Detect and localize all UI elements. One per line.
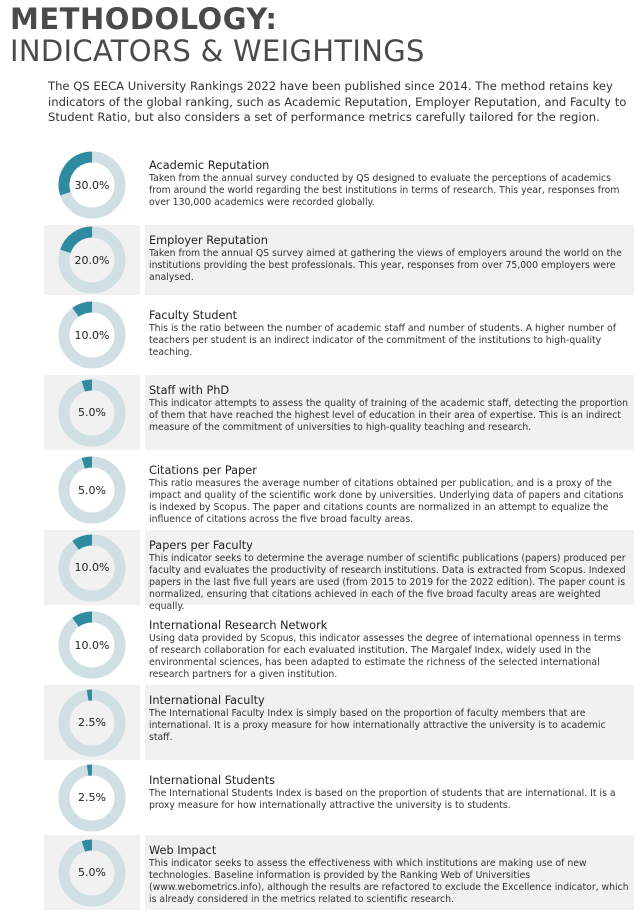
weight-label: 10.0%	[74, 638, 110, 652]
page-title	[10, 4, 425, 67]
weight-label: 20.0%	[74, 253, 110, 267]
weight-donut	[58, 226, 126, 294]
indicator-text-cell	[145, 685, 634, 760]
indicator-name: Employer Reputation	[149, 234, 268, 247]
weight-donut	[58, 839, 126, 907]
title-line-1: METHODOLOGY:	[10, 2, 278, 36]
indicator-description: This indicator seeks to assess the effectiveness with which institutions are making use of new technologies. Baseline information is provided by the Ranking Web of Universities (www.webometrics.info), although the results are refactored to exclude the Excellence indicator, which is already considered in the metrics related to scientific research.	[149, 858, 629, 905]
weight-label: 2.5%	[78, 791, 106, 804]
indicator-name: Web Impact	[149, 844, 217, 857]
indicator-row	[44, 375, 634, 450]
indicator-row	[44, 300, 634, 370]
weight-label: 5.0%	[78, 866, 106, 879]
indicator-description: This is the ratio between the number of academic staff and number of students. A higher number of teachers per student is an indirect indicator of the commitment of the institutions to high-quality teaching.	[149, 323, 617, 358]
indicator-text-cell	[145, 835, 634, 910]
weight-ring-cell	[44, 685, 140, 760]
indicator-name: Papers per Faculty	[149, 539, 253, 552]
indicator-text-cell	[145, 530, 634, 612]
indicator-description: The International Faculty Index is simply based on the proportion of faculty members that are international. It is a proxy measure for how internationally attractive the university is to academic staff.	[149, 708, 606, 743]
weight-label: 10.0%	[74, 328, 110, 342]
indicator-name: Staff with PhD	[149, 384, 230, 397]
indicator-name: International Faculty	[149, 694, 265, 707]
indicator-text-cell	[145, 455, 634, 525]
indicator-text-cell	[145, 610, 634, 680]
indicator-name: International Research Network	[149, 619, 328, 632]
weight-ring-cell	[44, 835, 140, 910]
indicator-name: Citations per Paper	[149, 464, 257, 477]
weight-ring-cell	[44, 150, 140, 220]
weight-label: 5.0%	[78, 483, 106, 497]
indicator-text-cell	[145, 225, 634, 295]
indicator-name: Academic Reputation	[149, 159, 270, 172]
weight-ring-cell	[44, 765, 140, 830]
weight-donut	[58, 689, 126, 757]
indicator-row	[44, 225, 634, 295]
indicator-row	[44, 530, 634, 612]
weight-ring-cell	[44, 300, 140, 370]
weight-ring-cell	[44, 610, 140, 680]
indicator-row	[44, 150, 634, 220]
weight-label: 2.5%	[78, 716, 106, 729]
weight-ring-cell	[44, 530, 140, 605]
weight-label: 5.0%	[78, 406, 106, 419]
weight-donut	[58, 764, 126, 832]
indicator-description: This indicator seeks to determine the average number of scientific publications (papers) produced per faculty and evaluates the productivity of research institutions. Data is extracted from Scopus. Indexed papers in the last five full years are used (from 2015 to 2019 for the 2022 edition). The paper count is normalized, ensuring that citations achieved in each of the five broad faculty areas are weighted equally.	[149, 553, 626, 612]
weight-donut	[58, 534, 126, 602]
indicator-row	[44, 610, 634, 680]
weight-ring-cell	[44, 375, 140, 450]
indicator-list	[44, 150, 634, 915]
weight-donut	[58, 151, 126, 219]
indicator-name: Faculty Student	[149, 309, 238, 322]
indicator-name: International Students	[149, 774, 276, 787]
weight-ring-cell	[44, 455, 140, 525]
weight-donut	[58, 456, 126, 524]
title-line-2: INDICATORS & WEIGHTINGS	[10, 34, 425, 68]
weight-ring-cell	[44, 225, 140, 295]
indicator-text-cell	[145, 765, 634, 830]
indicator-description: This indicator attempts to assess the quality of training of the academic staff, detecting the proportion of them that have reached the highest level of education in their area of expertise. This is an indirect measure of the commitment of universities to high-quality teaching and research.	[149, 398, 629, 433]
indicator-description: The International Students Index is based on the proportion of students that are international. It is a proxy measure for how internationally attractive the university is to students.	[149, 788, 616, 811]
indicator-description: Using data provided by Scopus, this indicator assesses the degree of international openness in terms of research collaboration for each evaluated institution. The Margalef Index, widely used in the environmental sciences, has been adapted to estimate the richness of the selected international research partners for a given institution.	[149, 633, 621, 680]
indicator-row	[44, 685, 634, 760]
weight-donut	[58, 611, 126, 679]
intro-paragraph: The QS EECA University Rankings 2022 have been published since 2014. The method retains key indicators of the global ranking, such as Academic Reputation, Employer Reputation, and Faculty to Student Ratio, but also considers a set of performance metrics carefully tailored for the region.	[48, 79, 627, 124]
weight-label: 10.0%	[74, 561, 110, 574]
indicator-text-cell	[145, 375, 634, 450]
indicator-description: This ratio measures the average number of citations obtained per publication, and is a proxy of the impact and quality of the scientific work done by universities. Underlying data of papers and citations is indexed by Scopus. The paper and citations counts are normalized in an attempt to equalize the influence of citations across the five broad faculty areas.	[149, 478, 624, 525]
indicator-text-cell	[145, 300, 634, 370]
indicator-description: Taken from the annual QS survey aimed at gathering the views of employers around the world on the institutions providing the best professionals. This year, responses from over 75,000 employers were analysed.	[149, 248, 622, 283]
indicator-description: Taken from the annual survey conducted by QS designed to evaluate the perceptions of academics from around the world regarding the best institutions in terms of research. This year, responses from over 130,000 academics were recorded globally.	[149, 173, 620, 208]
indicator-text-cell	[145, 150, 634, 220]
weight-donut	[58, 379, 126, 447]
indicator-row	[44, 455, 634, 525]
indicator-row	[44, 765, 634, 830]
weight-donut	[58, 301, 126, 369]
indicator-row	[44, 835, 634, 910]
weight-label: 30.0%	[74, 178, 110, 192]
